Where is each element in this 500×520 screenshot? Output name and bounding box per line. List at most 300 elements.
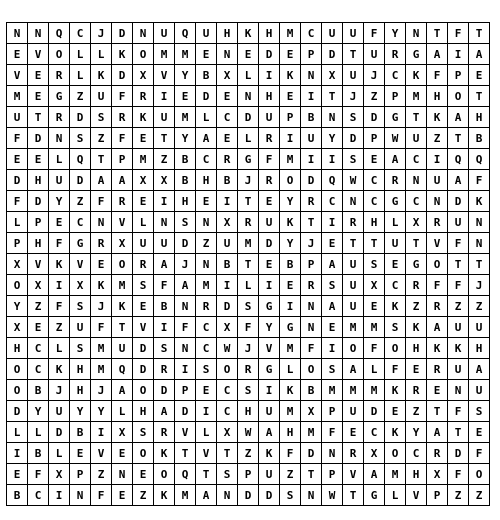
grid-cell[interactable]: Y [259, 317, 280, 338]
grid-cell[interactable]: X [70, 275, 91, 296]
grid-cell[interactable]: M [280, 338, 301, 359]
grid-cell[interactable]: D [343, 128, 364, 149]
grid-cell[interactable]: A [322, 254, 343, 275]
grid-cell[interactable]: S [217, 464, 238, 485]
grid-cell[interactable]: C [322, 191, 343, 212]
grid-cell[interactable]: M [7, 86, 28, 107]
grid-cell[interactable]: U [133, 233, 154, 254]
grid-cell[interactable]: A [154, 401, 175, 422]
grid-cell[interactable]: E [364, 296, 385, 317]
grid-cell[interactable]: S [385, 317, 406, 338]
grid-cell[interactable]: I [91, 422, 112, 443]
grid-cell[interactable]: A [343, 359, 364, 380]
grid-cell[interactable]: D [175, 401, 196, 422]
grid-cell[interactable]: T [154, 128, 175, 149]
grid-cell[interactable]: Z [448, 485, 469, 506]
grid-cell[interactable]: F [469, 443, 490, 464]
grid-cell[interactable]: N [238, 86, 259, 107]
grid-cell[interactable]: N [301, 65, 322, 86]
grid-cell[interactable]: S [70, 338, 91, 359]
grid-cell[interactable]: Q [49, 23, 70, 44]
grid-cell[interactable]: F [469, 170, 490, 191]
grid-cell[interactable]: Z [406, 296, 427, 317]
grid-cell[interactable]: N [175, 338, 196, 359]
grid-cell[interactable]: A [448, 170, 469, 191]
grid-cell[interactable]: B [301, 380, 322, 401]
grid-cell[interactable]: H [70, 380, 91, 401]
grid-cell[interactable]: M [280, 149, 301, 170]
grid-cell[interactable]: F [364, 23, 385, 44]
grid-cell[interactable]: D [49, 422, 70, 443]
grid-cell[interactable]: U [154, 107, 175, 128]
grid-cell[interactable]: R [196, 296, 217, 317]
grid-cell[interactable]: F [448, 275, 469, 296]
grid-cell[interactable]: N [406, 23, 427, 44]
grid-cell[interactable]: X [49, 464, 70, 485]
grid-cell[interactable]: Y [385, 23, 406, 44]
grid-cell[interactable]: F [427, 65, 448, 86]
grid-cell[interactable]: T [469, 23, 490, 44]
grid-cell[interactable]: K [49, 254, 70, 275]
grid-cell[interactable]: Z [448, 296, 469, 317]
grid-cell[interactable]: S [133, 275, 154, 296]
grid-cell[interactable]: D [28, 128, 49, 149]
grid-cell[interactable]: Q [175, 464, 196, 485]
grid-cell[interactable]: U [7, 107, 28, 128]
grid-cell[interactable]: S [322, 275, 343, 296]
grid-cell[interactable]: U [322, 23, 343, 44]
grid-cell[interactable]: D [154, 380, 175, 401]
grid-cell[interactable]: A [469, 44, 490, 65]
grid-cell[interactable]: M [280, 23, 301, 44]
grid-cell[interactable]: T [469, 254, 490, 275]
grid-cell[interactable]: R [49, 107, 70, 128]
grid-cell[interactable]: I [322, 338, 343, 359]
grid-cell[interactable]: U [343, 65, 364, 86]
grid-cell[interactable]: D [70, 170, 91, 191]
grid-cell[interactable]: I [175, 359, 196, 380]
grid-cell[interactable]: X [217, 422, 238, 443]
grid-cell[interactable]: D [448, 191, 469, 212]
grid-cell[interactable]: K [112, 296, 133, 317]
grid-cell[interactable]: Q [469, 149, 490, 170]
grid-cell[interactable]: V [154, 65, 175, 86]
grid-cell[interactable]: R [427, 296, 448, 317]
grid-cell[interactable]: H [196, 170, 217, 191]
grid-cell[interactable]: O [343, 338, 364, 359]
grid-cell[interactable]: E [196, 380, 217, 401]
grid-cell[interactable]: S [469, 401, 490, 422]
grid-cell[interactable]: E [112, 485, 133, 506]
grid-cell[interactable]: D [217, 296, 238, 317]
grid-cell[interactable]: T [91, 149, 112, 170]
grid-cell[interactable]: V [70, 254, 91, 275]
grid-cell[interactable]: D [364, 401, 385, 422]
grid-cell[interactable]: C [385, 275, 406, 296]
grid-cell[interactable]: Z [280, 464, 301, 485]
grid-cell[interactable]: C [217, 107, 238, 128]
grid-cell[interactable]: I [196, 401, 217, 422]
grid-cell[interactable]: F [448, 464, 469, 485]
grid-cell[interactable]: N [406, 170, 427, 191]
grid-cell[interactable]: E [217, 86, 238, 107]
grid-cell[interactable]: W [385, 128, 406, 149]
grid-cell[interactable]: U [406, 128, 427, 149]
grid-cell[interactable]: Z [91, 464, 112, 485]
grid-cell[interactable]: E [133, 296, 154, 317]
grid-cell[interactable]: H [217, 23, 238, 44]
grid-cell[interactable]: Y [175, 128, 196, 149]
grid-cell[interactable]: B [469, 128, 490, 149]
grid-cell[interactable]: I [259, 380, 280, 401]
grid-cell[interactable]: A [427, 317, 448, 338]
grid-cell[interactable]: R [301, 191, 322, 212]
grid-cell[interactable]: C [364, 422, 385, 443]
grid-cell[interactable]: D [301, 443, 322, 464]
grid-cell[interactable]: U [343, 296, 364, 317]
grid-cell[interactable]: E [469, 65, 490, 86]
grid-cell[interactable]: P [238, 464, 259, 485]
grid-cell[interactable]: R [112, 107, 133, 128]
grid-cell[interactable]: S [196, 359, 217, 380]
grid-cell[interactable]: E [364, 149, 385, 170]
grid-cell[interactable]: M [112, 275, 133, 296]
grid-cell[interactable]: G [259, 359, 280, 380]
grid-cell[interactable]: R [385, 170, 406, 191]
grid-cell[interactable]: C [196, 149, 217, 170]
grid-cell[interactable]: F [28, 464, 49, 485]
grid-cell[interactable]: M [385, 464, 406, 485]
grid-cell[interactable]: S [70, 296, 91, 317]
grid-cell[interactable]: A [385, 149, 406, 170]
grid-cell[interactable]: K [427, 338, 448, 359]
grid-cell[interactable]: U [448, 212, 469, 233]
grid-cell[interactable]: A [364, 464, 385, 485]
grid-cell[interactable]: G [49, 86, 70, 107]
grid-cell[interactable]: P [322, 464, 343, 485]
grid-cell[interactable]: N [70, 485, 91, 506]
grid-cell[interactable]: E [28, 65, 49, 86]
grid-cell[interactable]: J [238, 170, 259, 191]
grid-cell[interactable]: I [280, 296, 301, 317]
grid-cell[interactable]: V [343, 464, 364, 485]
grid-cell[interactable]: F [91, 317, 112, 338]
grid-cell[interactable]: I [301, 149, 322, 170]
grid-cell[interactable]: G [259, 296, 280, 317]
grid-cell[interactable]: O [112, 254, 133, 275]
grid-cell[interactable]: N [469, 212, 490, 233]
grid-cell[interactable]: L [385, 212, 406, 233]
grid-cell[interactable]: E [133, 191, 154, 212]
grid-cell[interactable]: F [91, 485, 112, 506]
grid-cell[interactable]: L [49, 443, 70, 464]
grid-cell[interactable]: L [385, 485, 406, 506]
grid-cell[interactable]: Y [70, 401, 91, 422]
grid-cell[interactable]: D [7, 170, 28, 191]
grid-cell[interactable]: D [301, 170, 322, 191]
grid-cell[interactable]: R [154, 422, 175, 443]
grid-cell[interactable]: B [175, 170, 196, 191]
grid-cell[interactable]: E [385, 401, 406, 422]
grid-cell[interactable]: X [133, 170, 154, 191]
grid-cell[interactable]: C [217, 380, 238, 401]
grid-cell[interactable]: E [7, 464, 28, 485]
grid-cell[interactable]: Q [448, 149, 469, 170]
grid-cell[interactable]: G [385, 107, 406, 128]
grid-cell[interactable]: T [448, 254, 469, 275]
grid-cell[interactable]: V [196, 443, 217, 464]
grid-cell[interactable]: X [217, 212, 238, 233]
grid-cell[interactable]: G [406, 254, 427, 275]
grid-cell[interactable]: P [364, 128, 385, 149]
grid-cell[interactable]: O [385, 443, 406, 464]
grid-cell[interactable]: N [217, 485, 238, 506]
grid-cell[interactable]: J [91, 296, 112, 317]
grid-cell[interactable]: Y [280, 233, 301, 254]
grid-cell[interactable]: P [112, 149, 133, 170]
grid-cell[interactable]: F [49, 296, 70, 317]
grid-cell[interactable]: U [49, 170, 70, 191]
grid-cell[interactable]: I [154, 317, 175, 338]
grid-cell[interactable]: E [238, 44, 259, 65]
grid-cell[interactable]: V [427, 233, 448, 254]
grid-cell[interactable]: G [406, 44, 427, 65]
grid-cell[interactable]: L [70, 44, 91, 65]
grid-cell[interactable]: G [70, 233, 91, 254]
grid-cell[interactable]: E [133, 128, 154, 149]
grid-cell[interactable]: S [133, 422, 154, 443]
grid-cell[interactable]: I [280, 128, 301, 149]
grid-cell[interactable]: E [49, 212, 70, 233]
grid-cell[interactable]: S [175, 212, 196, 233]
grid-cell[interactable]: U [217, 233, 238, 254]
grid-cell[interactable]: L [7, 212, 28, 233]
grid-cell[interactable]: R [217, 149, 238, 170]
grid-cell[interactable]: Z [49, 317, 70, 338]
grid-cell[interactable]: P [448, 65, 469, 86]
grid-cell[interactable]: L [70, 65, 91, 86]
grid-cell[interactable]: G [280, 317, 301, 338]
grid-cell[interactable]: T [406, 233, 427, 254]
grid-cell[interactable]: J [91, 23, 112, 44]
grid-cell[interactable]: Z [70, 191, 91, 212]
grid-cell[interactable]: I [322, 212, 343, 233]
grid-cell[interactable]: Y [322, 128, 343, 149]
grid-cell[interactable]: H [7, 338, 28, 359]
grid-cell[interactable]: F [7, 128, 28, 149]
grid-cell[interactable]: L [91, 44, 112, 65]
grid-cell[interactable]: M [364, 380, 385, 401]
grid-cell[interactable]: J [343, 86, 364, 107]
grid-cell[interactable]: P [28, 212, 49, 233]
grid-cell[interactable]: U [343, 23, 364, 44]
grid-cell[interactable]: D [7, 401, 28, 422]
grid-cell[interactable]: N [301, 317, 322, 338]
grid-cell[interactable]: K [385, 422, 406, 443]
grid-cell[interactable]: E [28, 86, 49, 107]
grid-cell[interactable]: X [301, 401, 322, 422]
grid-cell[interactable]: P [301, 254, 322, 275]
grid-cell[interactable]: N [448, 380, 469, 401]
grid-cell[interactable]: A [427, 422, 448, 443]
grid-cell[interactable]: P [280, 107, 301, 128]
grid-cell[interactable]: I [154, 191, 175, 212]
grid-cell[interactable]: D [112, 65, 133, 86]
grid-cell[interactable]: N [322, 107, 343, 128]
grid-cell[interactable]: U [469, 380, 490, 401]
grid-cell[interactable]: C [301, 23, 322, 44]
grid-cell[interactable]: U [154, 233, 175, 254]
grid-cell[interactable]: R [427, 212, 448, 233]
grid-cell[interactable]: I [49, 275, 70, 296]
grid-cell[interactable]: S [343, 107, 364, 128]
grid-cell[interactable]: L [196, 422, 217, 443]
grid-cell[interactable]: M [175, 485, 196, 506]
grid-cell[interactable]: N [133, 23, 154, 44]
grid-cell[interactable]: H [406, 338, 427, 359]
grid-cell[interactable]: R [259, 128, 280, 149]
grid-cell[interactable]: M [364, 317, 385, 338]
grid-cell[interactable]: R [259, 170, 280, 191]
grid-cell[interactable]: C [217, 401, 238, 422]
grid-cell[interactable]: B [28, 380, 49, 401]
grid-cell[interactable]: O [301, 359, 322, 380]
grid-cell[interactable]: W [343, 170, 364, 191]
grid-cell[interactable]: R [385, 44, 406, 65]
grid-cell[interactable]: T [343, 485, 364, 506]
grid-cell[interactable]: K [154, 485, 175, 506]
grid-cell[interactable]: D [259, 485, 280, 506]
grid-cell[interactable]: H [427, 86, 448, 107]
grid-cell[interactable]: U [343, 254, 364, 275]
grid-cell[interactable]: M [154, 44, 175, 65]
grid-cell[interactable]: D [322, 44, 343, 65]
grid-cell[interactable]: E [322, 233, 343, 254]
grid-cell[interactable]: T [238, 191, 259, 212]
grid-cell[interactable]: R [154, 359, 175, 380]
grid-cell[interactable]: K [385, 380, 406, 401]
grid-cell[interactable]: B [217, 254, 238, 275]
grid-cell[interactable]: E [196, 44, 217, 65]
grid-cell[interactable]: U [301, 128, 322, 149]
grid-cell[interactable]: W [217, 338, 238, 359]
grid-cell[interactable]: E [70, 443, 91, 464]
grid-cell[interactable]: N [49, 128, 70, 149]
grid-cell[interactable]: O [133, 443, 154, 464]
grid-cell[interactable]: K [427, 107, 448, 128]
grid-cell[interactable]: O [133, 44, 154, 65]
grid-cell[interactable]: Y [7, 296, 28, 317]
grid-cell[interactable]: X [217, 65, 238, 86]
grid-cell[interactable]: T [217, 443, 238, 464]
grid-cell[interactable]: L [280, 359, 301, 380]
grid-cell[interactable]: F [7, 191, 28, 212]
grid-cell[interactable]: H [133, 401, 154, 422]
grid-cell[interactable]: C [28, 359, 49, 380]
grid-cell[interactable]: P [385, 86, 406, 107]
grid-cell[interactable]: X [154, 170, 175, 191]
grid-cell[interactable]: T [196, 464, 217, 485]
grid-cell[interactable]: N [91, 212, 112, 233]
grid-cell[interactable]: L [238, 275, 259, 296]
grid-cell[interactable]: I [448, 44, 469, 65]
grid-cell[interactable]: E [280, 86, 301, 107]
grid-cell[interactable]: U [196, 23, 217, 44]
grid-cell[interactable]: B [301, 107, 322, 128]
grid-cell[interactable]: A [322, 296, 343, 317]
grid-cell[interactable]: D [259, 233, 280, 254]
grid-cell[interactable]: E [112, 443, 133, 464]
grid-cell[interactable]: V [406, 485, 427, 506]
grid-cell[interactable]: A [259, 422, 280, 443]
grid-cell[interactable]: F [91, 191, 112, 212]
grid-cell[interactable]: K [91, 65, 112, 86]
grid-cell[interactable]: D [112, 23, 133, 44]
grid-cell[interactable]: C [364, 191, 385, 212]
grid-cell[interactable]: S [70, 128, 91, 149]
grid-cell[interactable]: Z [154, 149, 175, 170]
grid-cell[interactable]: O [49, 44, 70, 65]
grid-cell[interactable]: M [343, 380, 364, 401]
grid-cell[interactable]: O [133, 380, 154, 401]
grid-cell[interactable]: F [259, 149, 280, 170]
grid-cell[interactable]: D [175, 233, 196, 254]
grid-cell[interactable]: N [301, 296, 322, 317]
grid-cell[interactable]: H [28, 170, 49, 191]
grid-cell[interactable]: C [406, 149, 427, 170]
grid-cell[interactable]: J [91, 380, 112, 401]
grid-cell[interactable]: R [238, 212, 259, 233]
grid-cell[interactable]: E [427, 380, 448, 401]
grid-cell[interactable]: A [91, 170, 112, 191]
grid-cell[interactable]: J [175, 254, 196, 275]
grid-cell[interactable]: E [259, 191, 280, 212]
grid-cell[interactable]: T [406, 107, 427, 128]
grid-cell[interactable]: F [280, 443, 301, 464]
grid-cell[interactable]: H [469, 107, 490, 128]
grid-cell[interactable]: X [7, 317, 28, 338]
grid-cell[interactable]: M [175, 44, 196, 65]
grid-cell[interactable]: F [448, 233, 469, 254]
grid-cell[interactable]: M [406, 86, 427, 107]
grid-cell[interactable]: X [406, 212, 427, 233]
grid-cell[interactable]: J [469, 275, 490, 296]
grid-cell[interactable]: T [343, 233, 364, 254]
grid-cell[interactable]: H [70, 359, 91, 380]
grid-cell[interactable]: N [175, 296, 196, 317]
grid-cell[interactable]: R [238, 359, 259, 380]
grid-cell[interactable]: X [364, 275, 385, 296]
grid-cell[interactable]: M [280, 401, 301, 422]
grid-cell[interactable]: N [196, 254, 217, 275]
grid-cell[interactable]: E [217, 128, 238, 149]
grid-cell[interactable]: N [28, 23, 49, 44]
grid-cell[interactable]: T [301, 212, 322, 233]
grid-cell[interactable]: O [217, 359, 238, 380]
grid-cell[interactable]: W [238, 422, 259, 443]
grid-cell[interactable]: D [196, 86, 217, 107]
grid-cell[interactable]: B [7, 485, 28, 506]
grid-cell[interactable]: F [112, 128, 133, 149]
grid-cell[interactable]: X [133, 65, 154, 86]
grid-cell[interactable]: T [28, 107, 49, 128]
grid-cell[interactable]: R [427, 359, 448, 380]
grid-cell[interactable]: S [91, 107, 112, 128]
grid-cell[interactable]: Z [364, 86, 385, 107]
grid-cell[interactable]: O [7, 275, 28, 296]
grid-cell[interactable]: K [112, 44, 133, 65]
grid-cell[interactable]: C [196, 317, 217, 338]
